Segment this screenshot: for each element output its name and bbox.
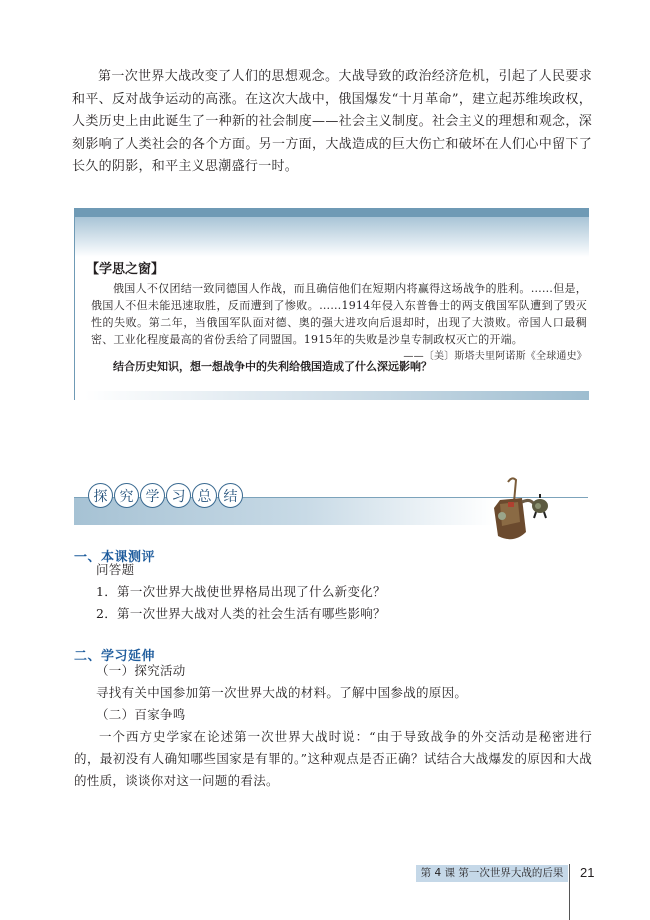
study-box-question: 结合历史知识，想一想战争中的失利给俄国造成了什么深远影响？ — [113, 360, 432, 373]
quote-source: ——〔美〕斯塔夫里阿诺斯《全球通史》 — [403, 351, 587, 362]
question-item: 2．第一次世界大战对人类的社会生活有哪些影响？ — [96, 606, 386, 621]
study-box-quote — [91, 280, 587, 365]
heading-char: 学 — [140, 483, 165, 508]
study-box-title: 【学思之窗】 — [86, 262, 165, 277]
section1-subtitle: 问答题 — [96, 562, 135, 577]
quote-text: 俄国人不仅团结一致同德国人作战，而且确信他们在短期内将赢得这场战争的胜利。……但是，俄国人不但未能迅速取胜，反而遭到了惨败。……1914年侵入东普鲁士的两支俄国军队遭到了毁灭性的失败。第二年，当俄国军队面对德、奥的强大进攻向后退却时，出现了大溃败。帝国人口最稠密、工业化程度最高的省份丢给了同盟国。1915年的失败是沙皇专制政权灭亡的开端。 — [91, 282, 587, 346]
box-top-bar — [75, 208, 589, 217]
heading-char: 探 — [88, 483, 113, 508]
intro-text: 第一次世界大战改变了人们的思想观念。大战导致的政治经济危机，引起了人民要求和平、反对战争运动的高涨。在这次大战中，俄国爆发“十月革命”，建立起苏维埃政权，人类历史上由此诞生了一种新的社会制度——社会主义制度。社会主义的理想和观念，深刻影响了人类社会的各个方面。另一方面，大战造成的巨大伤亡和破坏在人们心中留下了长久的阴影，和平主义思潮盛行一时。 — [72, 69, 592, 174]
intro-paragraph — [72, 66, 592, 179]
footer-divider — [569, 864, 570, 920]
page-number: 21 — [580, 865, 595, 880]
part2-text: 一个西方史学家在论述第一次世界大战时说：“由于导致战争的外交活动是秘密进行的，最初没有人确知哪些国家是有罪的。”这种观点是否正确？试结合大战爆发的原因和大战的性质，谈谈你对这一问题的看法。 — [74, 729, 592, 788]
heading-char: 结 — [218, 483, 243, 508]
question-item: 1．第一次世界大战使世界格局出现了什么新变化？ — [96, 584, 386, 599]
box-top-gradient — [75, 217, 589, 257]
section1-title: 一、本课测评 — [74, 550, 156, 565]
heading-char: 究 — [114, 483, 139, 508]
part2-paragraph — [74, 726, 592, 792]
heading-char: 总 — [192, 483, 217, 508]
study-window-box — [74, 208, 589, 400]
heading-char: 习 — [166, 483, 191, 508]
part2-title: （二）百家争鸣 — [96, 707, 186, 722]
part1-title: （一）探究活动 — [96, 663, 186, 678]
box-bottom-bar — [85, 391, 589, 400]
summary-heading — [88, 483, 243, 508]
part1-text: 寻找有关中国参加第一次世界大战的材料。了解中国参战的原因。 — [96, 685, 468, 700]
gas-mask-bag-image — [478, 472, 558, 552]
section2-title: 二、学习延伸 — [74, 649, 156, 664]
lesson-label: 第 4 课 第一次世界大战的后果 — [416, 865, 568, 882]
